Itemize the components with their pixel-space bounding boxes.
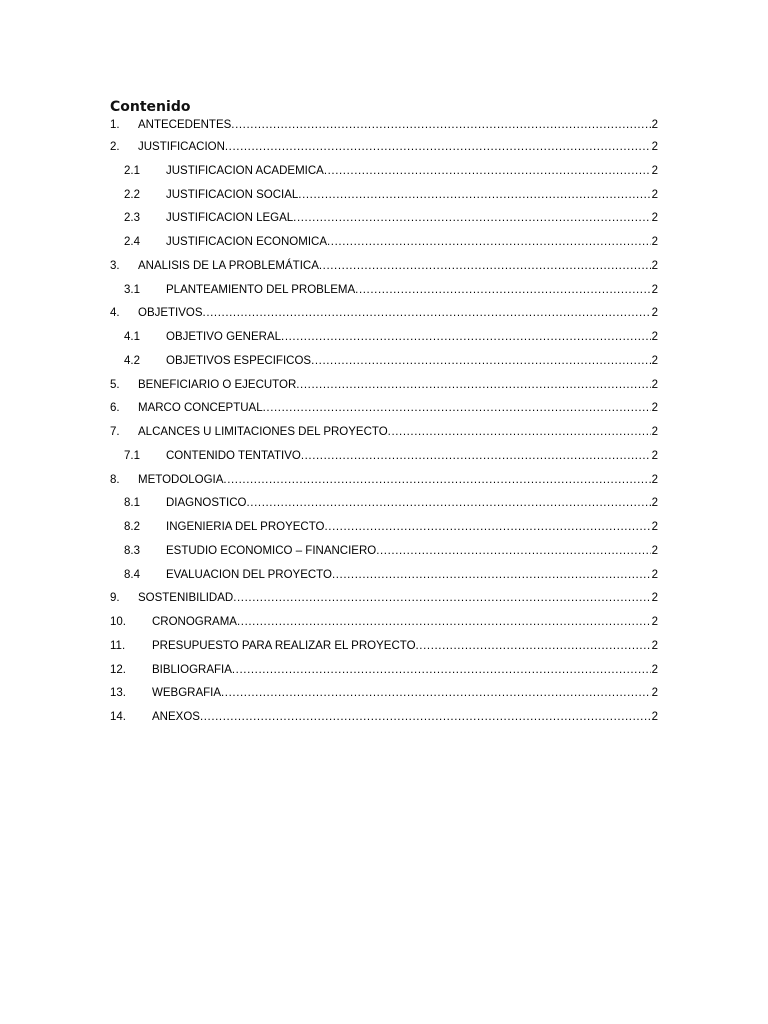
toc-dot-leader <box>200 709 651 725</box>
toc-entry-number: 8.4 <box>124 568 140 581</box>
toc-entry-number: 14. <box>110 711 126 723</box>
toc-entry[interactable] <box>110 400 658 424</box>
toc-entry-label: CRONOGRAMA <box>152 616 237 628</box>
toc-dot-leader <box>319 258 651 274</box>
toc-dot-leader <box>293 210 650 226</box>
toc-dot-leader <box>232 662 651 678</box>
toc-entry-page-number: 2 <box>651 236 658 248</box>
toc-dot-leader <box>332 567 651 583</box>
toc-entry-label: OBJETIVO GENERAL <box>166 331 282 343</box>
toc-entry-label: JUSTIFICACION ECONOMICA <box>166 236 328 248</box>
toc-dot-leader <box>324 519 650 535</box>
toc-entry-number: 2.3 <box>124 212 140 225</box>
toc-entry[interactable] <box>110 590 658 614</box>
toc-entry[interactable] <box>110 685 658 709</box>
toc-entry-label: BENEFICIARIO O EJECUTOR <box>138 378 297 391</box>
toc-entry-number: 8. <box>110 473 120 486</box>
toc-entry[interactable] <box>110 305 658 329</box>
toc-entry-label: SOSTENIBILIDAD <box>138 592 234 605</box>
toc-entry-number: 9. <box>110 592 120 605</box>
toc-dot-leader <box>327 234 651 250</box>
toc-entry[interactable] <box>110 139 658 163</box>
toc-entry-page-number: 2 <box>651 119 658 131</box>
table-of-contents <box>110 97 658 733</box>
toc-dot-leader <box>301 448 651 464</box>
toc-entry-label: ALCANCES U LIMITACIONES DEL PROYECTO <box>138 426 388 438</box>
toc-entry-page-number: 2 <box>651 188 658 201</box>
toc-entry-number: 8.3 <box>124 544 140 557</box>
toc-entry-page-number: 2 <box>651 283 658 296</box>
toc-entry-page-number: 2 <box>651 426 658 438</box>
toc-entry-page-number: 2 <box>651 473 658 486</box>
toc-entry-number: 2. <box>110 141 120 153</box>
toc-dot-leader <box>355 282 650 298</box>
toc-entry[interactable] <box>110 543 658 567</box>
toc-entry-page-number: 2 <box>651 616 658 628</box>
toc-entry-number: 6. <box>110 402 120 415</box>
toc-entry-number: 5. <box>110 378 120 391</box>
toc-entry[interactable] <box>110 638 658 662</box>
toc-entry[interactable] <box>110 187 658 211</box>
toc-dot-leader <box>233 590 650 606</box>
toc-entry-label: DIAGNOSTICO <box>166 497 247 510</box>
toc-entry-label: MARCO CONCEPTUAL <box>138 402 263 415</box>
toc-entry[interactable] <box>110 282 658 306</box>
toc-entry-label: EVALUACION DEL PROYECTO <box>166 568 332 581</box>
toc-entry-label: PRESUPUESTO PARA REALIZAR EL PROYECTO <box>152 639 416 652</box>
toc-list <box>110 117 658 733</box>
toc-entry-number: 11. <box>110 639 126 652</box>
toc-entry-number: 3. <box>110 259 120 272</box>
toc-entry[interactable] <box>110 210 658 234</box>
toc-entry[interactable] <box>110 662 658 686</box>
toc-entry-label: BIBLIOGRAFIA <box>152 663 232 676</box>
toc-entry[interactable] <box>110 329 658 353</box>
toc-entry-number: 7.1 <box>124 449 140 462</box>
toc-dot-leader <box>298 187 650 203</box>
toc-dot-leader <box>416 638 651 654</box>
toc-entry-label: CONTENIDO TENTATIVO <box>166 449 301 462</box>
toc-entry-number: 4. <box>110 307 120 320</box>
toc-entry-number: 10. <box>110 616 126 628</box>
toc-entry[interactable] <box>110 353 658 377</box>
toc-entry-page-number: 2 <box>651 141 658 153</box>
toc-entry-number: 1. <box>110 119 120 131</box>
toc-entry-number: 8.2 <box>124 521 140 533</box>
toc-entry-label: PLANTEAMIENTO DEL PROBLEMA <box>166 283 356 296</box>
toc-dot-leader <box>263 400 651 416</box>
toc-entry[interactable] <box>110 495 658 519</box>
toc-entry-label: INGENIERIA DEL PROYECTO <box>166 521 325 533</box>
toc-dot-leader <box>376 543 650 559</box>
toc-dot-leader <box>225 139 651 155</box>
toc-entry[interactable] <box>110 614 658 638</box>
toc-entry[interactable] <box>110 234 658 258</box>
toc-entry[interactable] <box>110 117 658 139</box>
toc-entry-number: 4.1 <box>124 331 140 343</box>
toc-dot-leader <box>247 495 651 511</box>
toc-entry-page-number: 2 <box>651 164 658 177</box>
toc-entry-label: ANALISIS DE LA PROBLEMÁTICA <box>138 259 319 272</box>
toc-dot-leader <box>231 117 650 133</box>
toc-entry-label: OBJETIVOS <box>138 307 203 320</box>
toc-entry-number: 12. <box>110 663 126 676</box>
toc-entry-page-number: 2 <box>651 402 658 415</box>
toc-entry[interactable] <box>110 424 658 448</box>
toc-entry-number: 4.2 <box>124 354 140 367</box>
toc-entry[interactable] <box>110 258 658 282</box>
toc-entry-number: 3.1 <box>124 283 140 296</box>
toc-entry-page-number: 2 <box>651 259 658 272</box>
toc-entry-page-number: 2 <box>651 639 658 652</box>
toc-entry-page-number: 2 <box>651 378 658 391</box>
toc-entry-label: ESTUDIO ECONOMICO – FINANCIERO <box>166 544 377 557</box>
toc-entry-page-number: 2 <box>651 663 658 676</box>
toc-entry-number: 13. <box>110 687 126 700</box>
toc-dot-leader <box>237 614 651 630</box>
toc-dot-leader <box>388 424 651 440</box>
toc-entry-page-number: 2 <box>651 354 658 367</box>
toc-entry-number: 2.4 <box>124 236 140 248</box>
toc-entry[interactable] <box>110 448 658 472</box>
toc-entry-page-number: 2 <box>651 544 658 557</box>
toc-entry-page-number: 2 <box>651 568 658 581</box>
toc-entry-label: METODOLOGIA <box>138 473 224 486</box>
toc-entry[interactable] <box>110 709 658 733</box>
toc-entry[interactable] <box>110 377 658 401</box>
toc-dot-leader <box>324 163 651 179</box>
toc-entry-page-number: 2 <box>651 521 658 533</box>
toc-entry-page-number: 2 <box>651 711 658 723</box>
toc-entry-label: JUSTIFICACION SOCIAL <box>166 188 299 201</box>
toc-dot-leader <box>296 377 650 393</box>
toc-entry-label: WEBGRAFIA <box>152 687 222 700</box>
toc-dot-leader <box>203 305 651 321</box>
toc-entry[interactable] <box>110 567 658 591</box>
toc-entry-page-number: 2 <box>651 212 658 225</box>
toc-dot-leader <box>281 329 651 345</box>
toc-dot-leader <box>223 472 650 488</box>
toc-entry-page-number: 2 <box>651 449 658 462</box>
toc-entry-number: 8.1 <box>124 497 140 510</box>
toc-entry-label: JUSTIFICACION <box>138 141 225 153</box>
toc-entry-page-number: 2 <box>651 497 658 510</box>
toc-entry-page-number: 2 <box>651 307 658 320</box>
toc-entry-label: ANEXOS <box>152 711 200 723</box>
toc-entry-number: 2.1 <box>124 164 140 177</box>
toc-entry-number: 7. <box>110 426 120 438</box>
toc-title: Contenido <box>110 99 191 115</box>
toc-entry-label: ANTECEDENTES <box>138 119 232 131</box>
toc-entry-label: JUSTIFICACION ACADEMICA <box>166 164 324 177</box>
toc-entry-label: JUSTIFICACION LEGAL <box>166 212 294 225</box>
toc-entry[interactable] <box>110 519 658 543</box>
toc-entry[interactable] <box>110 163 658 187</box>
toc-entry-number: 2.2 <box>124 188 140 201</box>
toc-dot-leader <box>311 353 651 369</box>
toc-entry-label: OBJETIVOS ESPECIFICOS <box>166 354 312 367</box>
toc-entry-page-number: 2 <box>651 687 658 700</box>
toc-dot-leader <box>221 685 651 701</box>
toc-entry-page-number: 2 <box>651 331 658 343</box>
toc-entry[interactable] <box>110 472 658 496</box>
toc-entry-page-number: 2 <box>651 592 658 605</box>
